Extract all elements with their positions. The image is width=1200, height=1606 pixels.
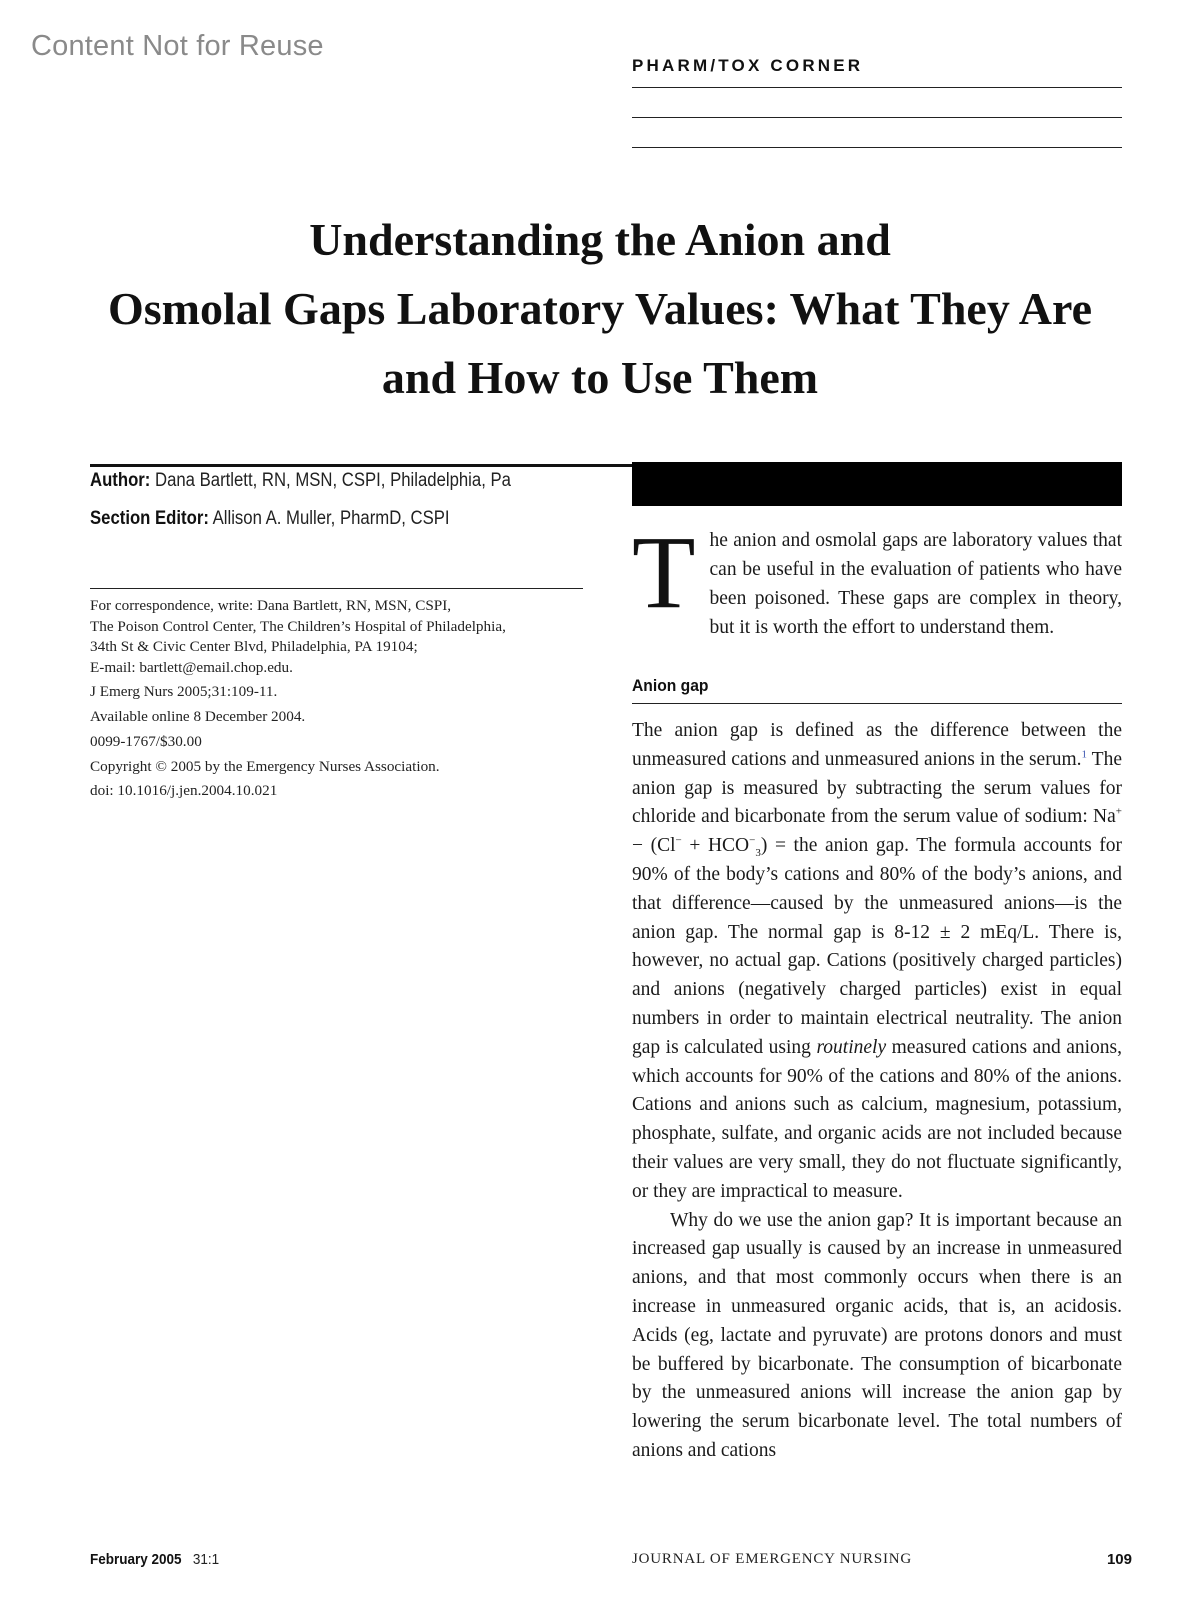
author-line (90, 470, 511, 492)
correspondence-line: For correspondence, write: Dana Bartlett, RN, MSN, CSPI, (90, 597, 452, 614)
byline-top-rule (90, 464, 632, 467)
article-body (632, 717, 1122, 1466)
decorative-black-bar (632, 462, 1122, 506)
correspondence-block (90, 596, 590, 678)
superscript: + (1115, 805, 1122, 818)
section-editor-line (90, 508, 450, 530)
header-rule-3 (632, 147, 1122, 148)
header-rule-1 (632, 87, 1122, 88)
byline-bottom-rule (90, 588, 583, 589)
footer-journal: JOURNAL OF EMERGENCY NURSING (632, 1551, 913, 1567)
correspondence-line: The Poison Control Center, The Children’s Hospital of Philadelphia, (90, 617, 506, 635)
copyright: Copyright © 2005 by the Emergency Nurses Association. (90, 758, 440, 775)
body-paragraph: Why do we use the anion gap? It is important because an increased gap usually is caused by an increase in unmeasured anions, and that most commonly occurs when there is an increase in unmeasured organic acids, that is, an acidosis. Acids (eg, lactate and pyruvate) are protons donors and must be buffered by bicarbonate. The consumption of bicarbonate by the unmeasured anions will increase the anion gap by lowering the serum bicarbonate level. The total numbers of anions and cations (632, 1209, 1122, 1461)
lead-text: he anion and osmolal gaps are laboratory values that can be useful in the evaluation of patients who have been poisoned. These gaps are complex in theory, but it is worth the effort to understand them. (709, 530, 1122, 638)
author-label: Author: (90, 470, 151, 491)
text-run: − (Cl (632, 835, 676, 857)
issn-price: 0099-1767/$30.00 (90, 733, 202, 750)
footer-date: February 2005 (90, 1551, 182, 1568)
text-run: measured cations and anions, which accounts for 90% of the cations and 80% of the anions. Cations and anions such as calcium, magnesium, potassium, phosphate, sulfate, and organic acids are not included because their values are very small, they do not fluctuate significantly, or they are impractical to measure. (632, 1036, 1122, 1202)
section-editor-name: Allison A. Muller, PharmD, CSPI (212, 508, 450, 529)
subscript: 3 (755, 847, 761, 860)
article-title (100, 205, 1100, 412)
watermark: Content Not for Reuse (31, 30, 324, 62)
superscript: − (749, 834, 756, 847)
title-line: and How to Use Them (381, 352, 819, 403)
section-editor-label: Section Editor: (90, 508, 209, 529)
superscript: − (675, 834, 682, 847)
section-tag: PHARM/TOX CORNER (632, 56, 864, 75)
footer-page-number: 109 (1106, 1551, 1132, 1568)
correspondence-line: 34th St & Civic Center Blvd, Philadelphia, PA 19104; (90, 638, 418, 655)
footer-issue (90, 1551, 219, 1568)
doi: doi: 10.1016/j.jen.2004.10.021 (90, 782, 278, 799)
text-run: The anion gap is measured by subtracting the serum values for chloride and bicarbonate from the serum value of sodium: Na (632, 748, 1122, 828)
citation: J Emerg Nurs 2005;31:109-11. (90, 683, 278, 700)
emphasis: routinely (816, 1036, 887, 1058)
title-line: Osmolal Gaps Laboratory Values: What They Are (107, 283, 1092, 334)
section-heading: Anion gap (632, 676, 709, 695)
header-rule-2 (632, 117, 1122, 118)
correspondence-email: E-mail: bartlett@email.chop.edu. (90, 658, 293, 676)
available-online: Available online 8 December 2004. (90, 708, 306, 725)
footer-volume: 31:1 (192, 1551, 220, 1568)
drop-cap: T (632, 515, 696, 630)
section-heading-rule (632, 703, 1122, 704)
text-run: The anion gap is defined as the difference between the unmeasured cations and unmeasured anions in the serum. (632, 720, 1122, 770)
text-run: + HCO (681, 835, 750, 857)
title-line: Understanding the Anion and (309, 214, 891, 265)
text-run: ) = the anion gap. The formula accounts for 90% of the body’s cations and 80% of the body’s anions, and that difference—caused by the unmeasured anions—is the anion gap. The normal gap is 8-12 ± 2 mEq/L. There is, however, no actual gap. Cations (positively charged particles) and anions (negatively charged particles) exist in equal numbers in order to maintain electrical neutrality. The anion gap is calculated using (632, 835, 1123, 1058)
reference-link[interactable]: 1 (1081, 748, 1087, 761)
author-name: Dana Bartlett, RN, MSN, CSPI, Philadelphia, Pa (155, 470, 511, 491)
body-paragraph (632, 717, 1122, 1207)
lead-paragraph (632, 515, 1122, 642)
